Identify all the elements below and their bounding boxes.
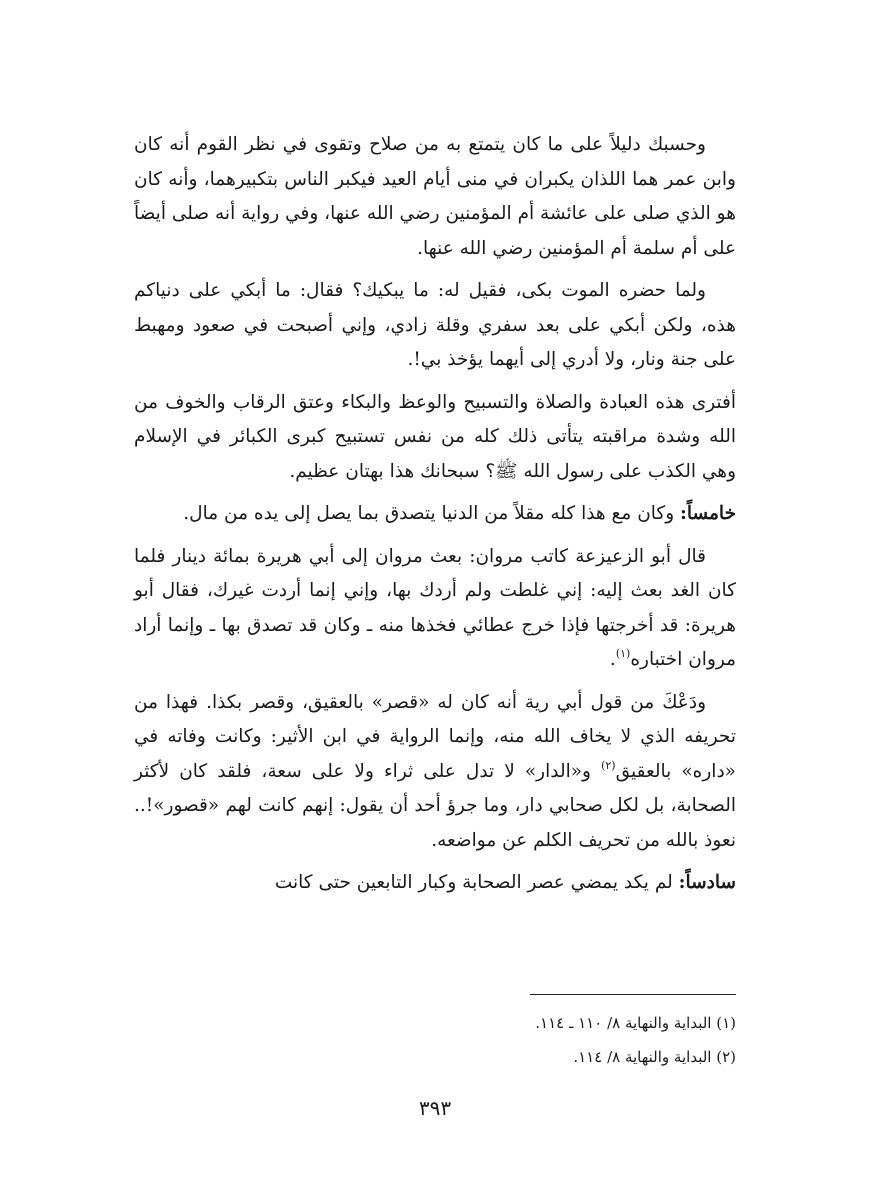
- paragraph-2-text: ولما حضره الموت بكى، فقيل له: ما يبكيك؟ فقال: ما أبكي على دنياكم هذه، ولكن أبكي على بعد سفري وقلة زادي، وإني أصبحت في صعود ومهبط على جنة ونار، ولا أدري إلى أيهما يؤخذ بي!.: [134, 280, 736, 370]
- paragraph-1: [134, 128, 736, 266]
- footnote-ref-2[interactable]: (٢): [601, 758, 616, 772]
- paragraph-7-text: لم يكد يمضي عصر الصحابة وكبار التابعين حتى كانت: [274, 872, 679, 893]
- paragraph-1-text: وحسبك دليلاً على ما كان يتمتع به من صلاح وتقوى في نظر القوم أنه كان وابن عمر هما اللذان يكبران في منى أيام العيد فيكبر الناس بتكبيرهما، وأنه كان هو الذي صلى على عائشة أم المؤمنين رضي الله عنها، وفي رواية أنه صلى أيضاً على أم سلمة أم المؤمنين رضي الله عنها.: [134, 134, 736, 259]
- paragraph-5-tail: .: [609, 649, 616, 670]
- paragraph-6-tail: و«الدار» لا تدل على ثراء ولا على سعة، فلقد كان لأكثر الصحابة، بل لكل صحابي دار، وما جرؤ أحد أن يقول: إنهم كانت لهم «قصور»!.. نعوذ بالله من تحريف الكلم عن مواضعه.: [134, 760, 736, 851]
- paragraph-5-text: قال أبو الزعيزعة كاتب مروان: بعث مروان إلى أبي هريرة بمائة دينار فلما كان الغد بعث إليه: إني غلطت ولم أردك بها، وإني إنما أردت غيرك، فقال أبو هريرة: قد أخرجتها فإذا خرج عطائي فخذها منه ـ وكان قد تصدق بها ـ وإنما أراد مروان اختباره: [134, 545, 736, 670]
- paragraph-4: [134, 497, 736, 532]
- footnote-2: (٢) البداية والنهاية ٨/ ١١٤.: [573, 1048, 736, 1066]
- paragraph-5: [134, 540, 736, 678]
- paragraph-3: [134, 386, 736, 490]
- footnote-1: (١) البداية والنهاية ٨/ ١١٠ ـ ١١٤.: [535, 1014, 736, 1032]
- footnote-divider: [530, 994, 736, 995]
- paragraph-2: [134, 274, 736, 378]
- section-label-sixth: سادساً:: [678, 872, 736, 893]
- paragraph-6: [134, 686, 736, 859]
- page-number: ٣٩٣: [418, 1096, 452, 1120]
- paragraph-3-text: أفترى هذه العبادة والصلاة والتسبيح والوعظ والبكاء وعتق الرقاب والخوف من الله وشدة مراقبته يتأتى ذلك كله من نفس تستبيح كبرى الكبائر في الإسلام وهي الكذب على رسول الله ﷺ؟ سبحانك هذا بهتان عظيم.: [134, 391, 736, 482]
- section-label-fifth: خامساً:: [680, 503, 736, 524]
- footnote-ref-1[interactable]: (١): [615, 647, 631, 660]
- footnotes: [134, 1006, 736, 1074]
- paragraph-6-text: ودَعْكَ من قول أبي رية أنه كان له «قصر» بالعقيق، وقصر بكذا. فهذا من تحريفه الذي لا يخاف الله منه، وإنما الرواية في ابن الأثير: وكانت وفاته في «داره» بالعقيق: [134, 691, 736, 782]
- paragraph-4-text: وكان مع هذا كله مقلاً من الدنيا يتصدق بما يصل إلى يده من مال.: [183, 503, 681, 524]
- main-text: [134, 128, 736, 909]
- paragraph-7: [134, 866, 736, 901]
